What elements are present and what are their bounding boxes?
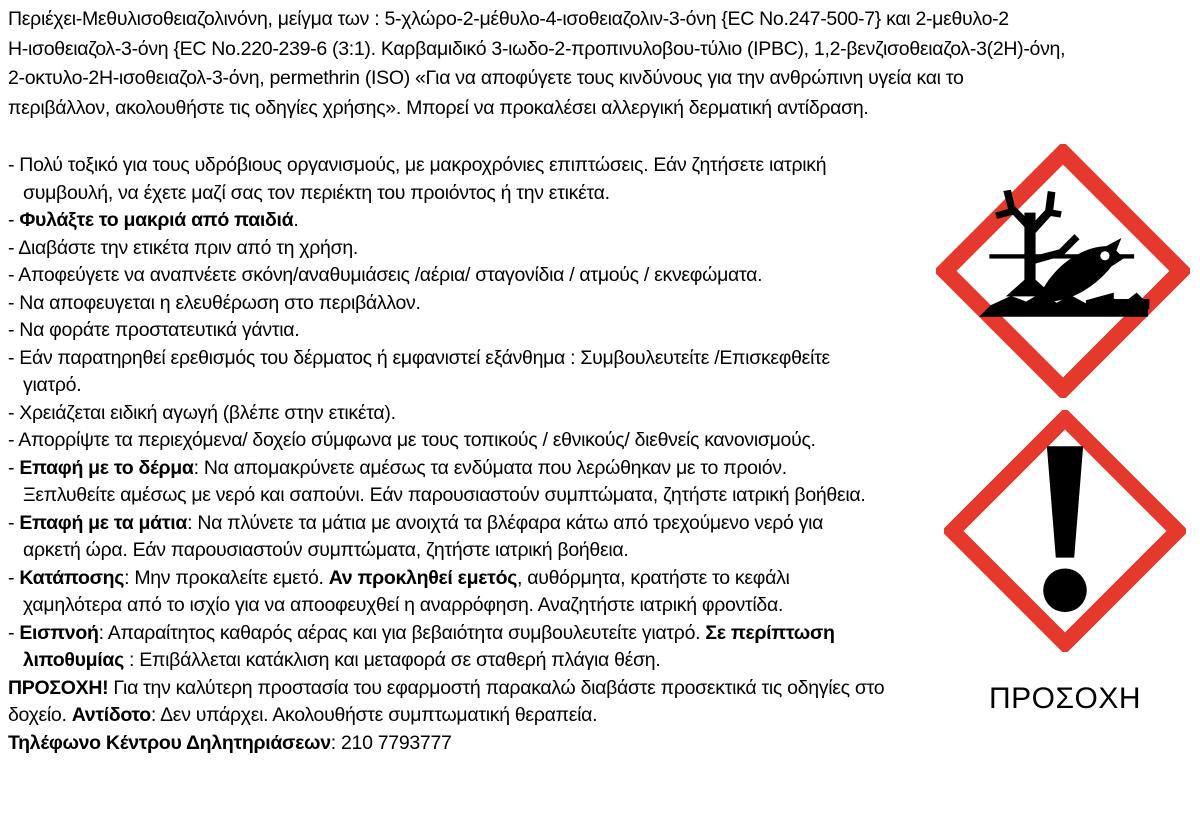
statement-line bbox=[8, 675, 953, 703]
statement-line bbox=[8, 152, 953, 180]
statement-segment: χαμηλότερα από το ισχίο για να αποοφευχθεί η αναρρόφηση. Αναζητήστε ιατρική φροντίδα. bbox=[23, 594, 784, 616]
statement-segment: Για την καλύτερη προστασία του εφαρμοστή παρακαλώ διαβάστε προσεκτικά τις οδηγίες στο bbox=[108, 676, 885, 699]
statement-line bbox=[8, 482, 953, 510]
statement-line bbox=[8, 537, 953, 565]
statement-segment-bold: Αν προκληθεί εμετός bbox=[328, 566, 518, 589]
signal-word-caution: ΠΡΟΣΟΧΗ bbox=[988, 682, 1142, 715]
ghs09-environment-pictogram bbox=[936, 144, 1190, 398]
statement-segment-bold: λιποθυμίας bbox=[23, 649, 124, 671]
statement-segment-bold: Κατάποσης bbox=[19, 566, 125, 589]
statement-line bbox=[8, 400, 953, 428]
statement-line bbox=[8, 345, 953, 373]
statement-line bbox=[8, 510, 953, 538]
statement-segment: γιατρό. bbox=[23, 374, 82, 396]
statement-segment: - Πολύ τοξικό για τους υδρόβιους οργανισμούς, με μακροχρόνιες επιπτώσεις. Εάν ζητήσετε ιατρική bbox=[8, 154, 827, 176]
statement-segment-bold: Φυλάξτε το μακριά από παιδιά bbox=[19, 209, 294, 231]
statement-line bbox=[8, 317, 953, 345]
statement-segment: - Διαβάστε την ετικέτα πριν από τη χρήση. bbox=[8, 236, 358, 259]
statement-segment: : Να απομακρύνετε αμέσως τα ενδύματα που λερώθηκαν με το προιόν. bbox=[193, 456, 787, 479]
statement-line bbox=[8, 372, 953, 400]
statement-segment-bold: Επαφή με το δέρμα bbox=[19, 456, 194, 479]
statement-segment: αρκετή ώρα. Εάν παρουσιαστούν συμπτώματα, ζητήστε ιατρική βοήθεια. bbox=[23, 539, 629, 561]
statement-segment: - bbox=[8, 621, 20, 644]
statement-segment: - Χρειάζεται ειδική αγωγή (βλέπε στην ετικέτα). bbox=[8, 401, 396, 424]
exclamation-icon bbox=[944, 410, 1186, 652]
statement-line bbox=[8, 207, 953, 235]
statement-segment-bold: Επαφή με τα μάτια bbox=[19, 511, 188, 534]
statement-segment: Ξεπλυθείτε αμέσως με νερό και σαπούνι. Εάν παρουσιαστούν συμπτώματα, ζητήστε ιατρική βοήθεια. bbox=[23, 484, 866, 506]
statement-segment: - bbox=[8, 511, 20, 534]
statement-segment: . bbox=[293, 209, 299, 231]
statement-segment: , αυθόρμητα, κρατήστε το κεφάλι bbox=[517, 566, 790, 589]
statement-line bbox=[8, 592, 953, 620]
ghs07-exclamation-pictogram bbox=[944, 410, 1186, 652]
intro-line: Η-ισοθειαζολ-3-όνη {EC No.220-239-6 (3:1). Καρβαμιδικό 3-ιωδο-2-προπινυλοβου-τύλιο (IPBC), 1,2-βενζισοθειαζολ-3(2Η)-όνη, bbox=[8, 37, 1066, 60]
statement-segment: : Δεν υπάρχει. Ακολουθήστε συμπτωματική θεραπεία. bbox=[150, 704, 598, 726]
statement-line bbox=[8, 235, 953, 263]
statement-segment-bold: ΠΡΟΣΟΧΗ! bbox=[8, 676, 109, 699]
statement-segment-bold: Αντίδοτο bbox=[71, 704, 151, 726]
statement-line bbox=[8, 290, 953, 318]
statement-segment: - Αποφεύγετε να αναπνέετε σκόνη/αναθυμιάσεις /αέρια/ σταγονίδια / ατμούς / εκνεφώματα. bbox=[8, 264, 763, 286]
statement-segment: : Απαραίτητος καθαρός αέρας και για βεβαιότητα συμβουλευτείτε γιατρό. bbox=[98, 621, 706, 644]
intro-line: 2-οκτυλο-2Η-ισοθειαζολ-3-όνη, permethrin (ISO) «Για να αποφύγετε τους κινδύνους για την ανθρώπινη υγεία και το bbox=[8, 67, 964, 90]
statement-segment: - Να αποφευγεται η ελευθέρωση στο περιβάλλον. bbox=[8, 291, 421, 314]
statement-segment: - bbox=[8, 456, 20, 479]
statement-line bbox=[8, 455, 953, 483]
statement-line bbox=[8, 647, 953, 675]
statement-segment: - Να φοράτε προστατευτικά γάντια. bbox=[8, 319, 300, 341]
statement-segment-bold: Τηλέφωνο Κέντρου Δηλητηριάσεων bbox=[8, 731, 331, 754]
statement-line bbox=[8, 262, 953, 290]
statement-line bbox=[8, 620, 953, 648]
statement-segment-bold: Σε περίπτωση bbox=[705, 621, 835, 644]
statement-line bbox=[8, 730, 953, 758]
statement-line bbox=[8, 702, 953, 730]
statement-segment: - Απορρίψτε τα περιεχόμενα/ δοχείο σύμφωνα με τους τοπικούς / εθνικούς/ διεθνείς κανονισμούς. bbox=[8, 429, 816, 451]
statement-line bbox=[8, 180, 953, 208]
statement-segment: : 210 7793777 bbox=[330, 731, 452, 754]
composition-paragraph bbox=[8, 5, 1196, 123]
statement-segment: : Επιβάλλεται κατάκλιση και μεταφορά σε σταθερή πλάγια θέση. bbox=[123, 649, 661, 671]
statement-segment: δοχείο. bbox=[8, 704, 72, 726]
statement-segment: - bbox=[8, 209, 20, 231]
hazard-precaution-list bbox=[8, 152, 953, 757]
statement-segment: : Μην προκαλείτε εμετό. bbox=[124, 566, 329, 589]
environment-hazard-icon bbox=[936, 144, 1190, 398]
intro-line: Περιέχει-Μεθυλισοθειαζολινόνη, μείγμα των : 5-χλώρο-2-μέθυλο-4-ισοθειαζολιν-3-όνη {EC No.247-500-7} και 2-μεθυλο-2 bbox=[8, 8, 1009, 30]
statement-line bbox=[8, 427, 953, 455]
statement-segment: : Να πλύνετε τα μάτια με ανοιχτά τα βλέφαρα κάτω από τρεχούμενο νερό για bbox=[187, 511, 824, 534]
statement-segment: - bbox=[8, 566, 20, 589]
intro-line: περιβάλλον, ακολουθήστε τις οδηγίες χρήσης». Μπορεί να προκαλέσει αλλεργική δερματική αντίδραση. bbox=[8, 96, 869, 119]
statement-segment: - Εάν παρατηρηθεί ερεθισμός του δέρματος ή εμφανιστεί εξάνθημα : Συμβουλευτείτε /Επισκεφθείτε bbox=[8, 346, 830, 369]
statement-segment-bold: Εισπνοή bbox=[19, 621, 99, 644]
statement-line bbox=[8, 565, 953, 593]
statement-segment: συμβουλή, να έχετε μαζί σας τον περιέκτη του προιόντος ή την ετικέτα. bbox=[23, 181, 610, 204]
